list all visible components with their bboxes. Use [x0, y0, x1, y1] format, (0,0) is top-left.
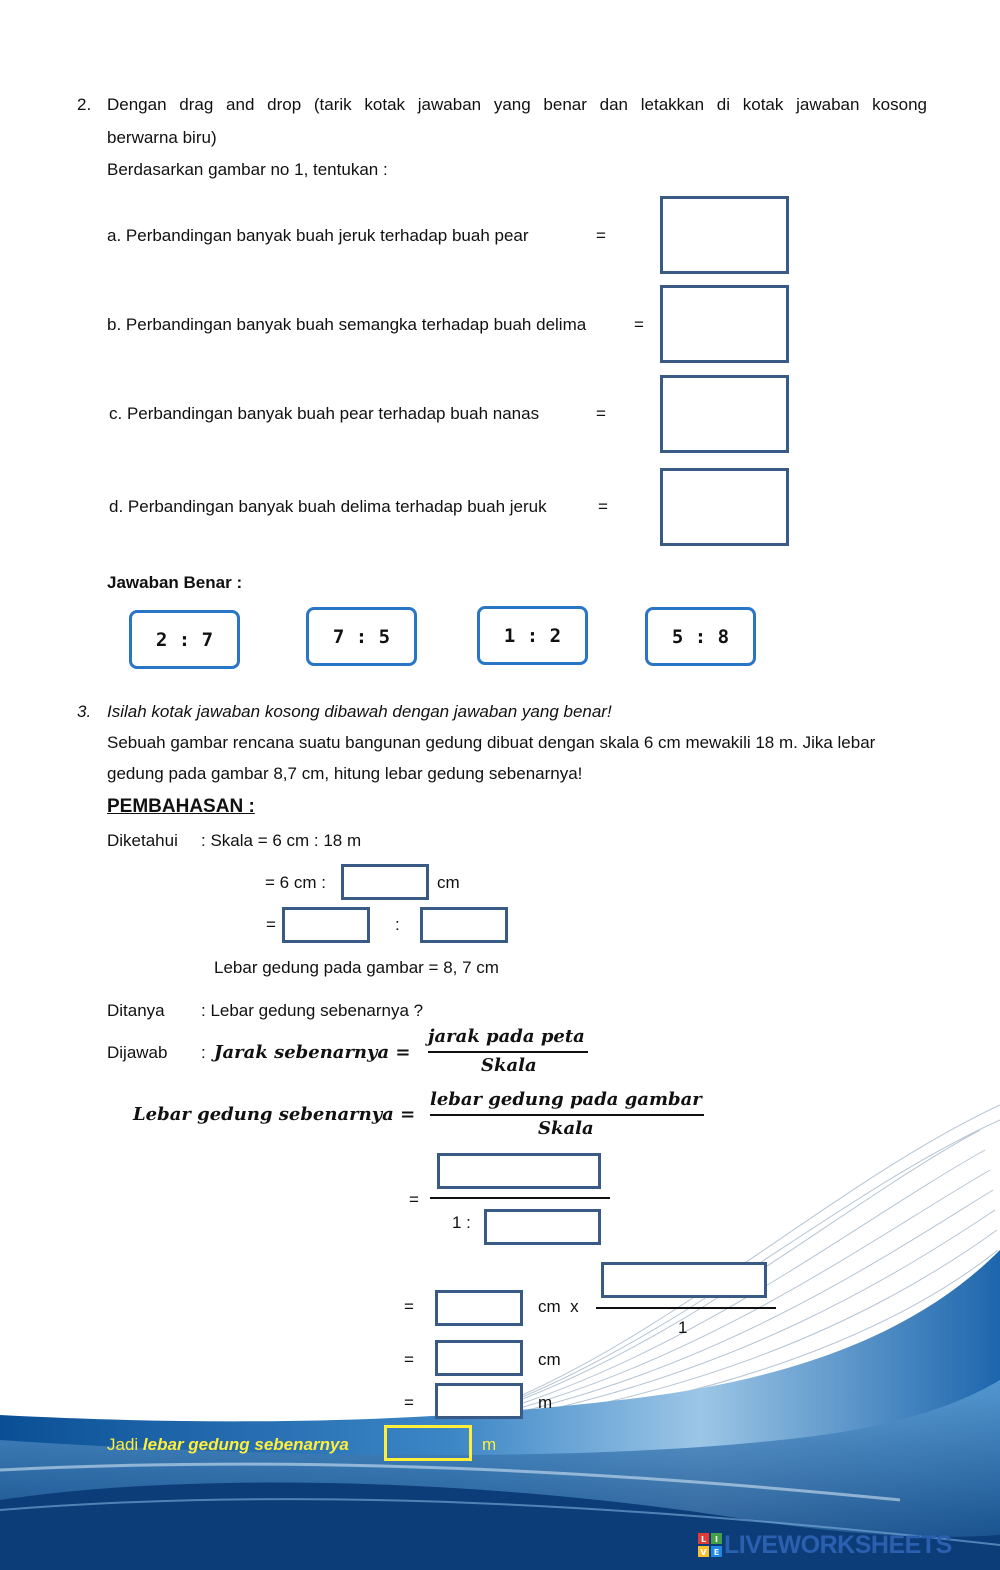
q2-item-c: c. Perbandingan banyak buah pear terhadap buah nanas [109, 404, 540, 423]
q2-answer-box-d[interactable] [660, 468, 789, 546]
q2-item-d: d. Perbandingan banyak buah delima terhadap buah jeruk [109, 497, 547, 516]
q2-item-c-eq: = [596, 404, 606, 423]
formula2-fraction-line [430, 1114, 704, 1116]
formula2-numerator: lebar gedung pada gambar [430, 1089, 702, 1110]
conclusion-unit: m [482, 1435, 497, 1454]
ratio-eq: = [266, 915, 276, 934]
q2-answer-box-b[interactable] [660, 285, 789, 363]
scale-cm-box[interactable] [341, 864, 429, 900]
result-cm-eq: = [404, 1350, 414, 1369]
ratio-colon: : [395, 915, 400, 934]
mult-eq: = [404, 1297, 414, 1316]
answer-chip-1-2[interactable]: 1 : 2 [477, 606, 588, 665]
q2-prompt: Berdasarkan gambar no 1, tentukan : [107, 160, 388, 179]
step-6cm-label: = 6 cm : [265, 873, 326, 892]
logo-letter-i: I [715, 1535, 718, 1544]
mult-denominator-one: 1 [678, 1318, 688, 1337]
diketahui-value: : Skala = 6 cm : 18 m [201, 831, 362, 850]
pembahasan-heading: PEMBAHASAN : [107, 796, 255, 817]
q3-problem-line1: Sebuah gambar rencana suatu bangunan gedung dibuat dengan skala 6 cm mewakili 18 m. Jika lebar [107, 733, 876, 752]
q2-item-a: a. Perbandingan banyak buah jeruk terhadap buah pear [107, 226, 529, 245]
answer-chip-5-8[interactable]: 5 : 8 [645, 607, 756, 666]
q2-instruction-line2: berwarna biru) [107, 128, 217, 147]
q2-item-a-eq: = [596, 226, 606, 245]
result-cm-box[interactable] [435, 1340, 523, 1376]
mult-cm-box[interactable] [435, 1290, 523, 1326]
result-cm-unit: cm [538, 1350, 561, 1369]
answers-label: Jawaban Benar : [107, 573, 243, 592]
answer-chip-7-5[interactable]: 7 : 5 [306, 607, 417, 666]
subst-eq: = [409, 1190, 419, 1209]
answer-chip-2-7[interactable]: 2 : 7 [129, 610, 240, 669]
conclusion-emphasis: lebar gedung sebenarnya [142, 1435, 349, 1454]
mult-numerator-box[interactable] [601, 1262, 767, 1298]
formula2-denominator: Skala [538, 1118, 594, 1139]
conclusion-text [107, 1435, 349, 1455]
formula1-denominator: Skala [481, 1055, 537, 1076]
q2-item-d-eq: = [598, 497, 608, 516]
scale-cm-unit: cm [437, 873, 460, 892]
dijawab-colon: : [201, 1043, 206, 1062]
subst-fraction-line [430, 1197, 610, 1199]
q2-item-b: b. Perbandingan banyak buah semangka terhadap buah delima [107, 315, 587, 334]
diketahui-label: Diketahui [107, 831, 178, 850]
liveworksheets-brand: LIVEWORKSHEETS [724, 1531, 952, 1559]
q2-item-b-eq: = [634, 315, 644, 334]
ratio-right-box[interactable] [420, 907, 508, 943]
result-m-box[interactable] [435, 1383, 523, 1419]
formula1-fraction-line [428, 1051, 588, 1053]
result-m-eq: = [404, 1393, 414, 1412]
formula2-lhs: Lebar gedung sebenarnya = [133, 1104, 416, 1125]
subst-denominator-prefix: 1 : [452, 1213, 471, 1232]
ditanya-label: Ditanya [107, 1001, 165, 1020]
liveworksheets-logo-icon [698, 1533, 722, 1557]
q3-instruction: Isilah kotak jawaban kosong dibawah dengan jawaban yang benar! [107, 702, 612, 721]
lebar-gambar-text: Lebar gedung pada gambar = 8, 7 cm [214, 958, 499, 977]
q2-number: 2. [77, 95, 92, 114]
q3-number: 3. [77, 702, 92, 721]
dijawab-label: Dijawab [107, 1043, 168, 1062]
result-m-unit: m [538, 1393, 553, 1412]
q2-answer-box-a[interactable] [660, 196, 789, 274]
ditanya-value: : Lebar gedung sebenarnya ? [201, 1001, 424, 1020]
q2-instruction-line1: Dengan drag and drop (tarik kotak jawaban yang benar dan letakkan di kotak jawaban kosong [107, 95, 927, 114]
q2-answer-box-c[interactable] [660, 375, 789, 453]
logo-letter-v: V [700, 1548, 707, 1557]
logo-letter-e: E [713, 1548, 720, 1557]
mult-cm-x: cm x [538, 1297, 579, 1316]
ratio-left-box[interactable] [282, 907, 370, 943]
formula1-lhs: Jarak sebenarnya = [214, 1042, 411, 1063]
conclusion-prefix: Jadi [107, 1435, 143, 1454]
mult-fraction-line [596, 1307, 776, 1309]
q3-problem-line2: gedung pada gambar 8,7 cm, hitung lebar gedung sebenarnya! [107, 764, 583, 783]
logo-letter-l: L [700, 1535, 707, 1544]
formula1-numerator: jarak pada peta [428, 1026, 585, 1047]
subst-numerator-box[interactable] [437, 1153, 601, 1189]
subst-denominator-box[interactable] [484, 1209, 601, 1245]
conclusion-answer-box[interactable] [384, 1425, 472, 1461]
